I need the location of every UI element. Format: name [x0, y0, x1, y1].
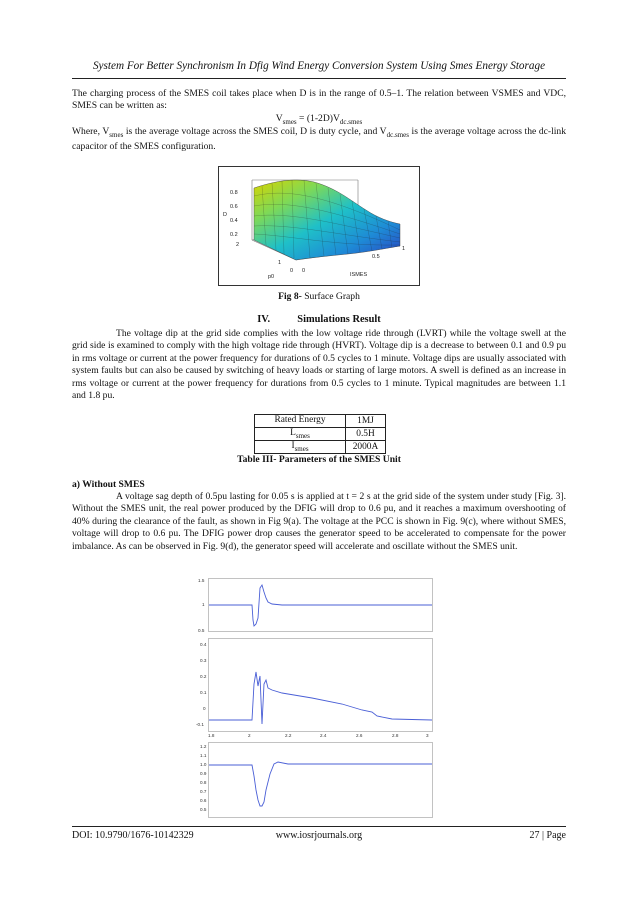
p2-ytick: 0.1: [200, 690, 207, 695]
header-rule: [72, 78, 566, 79]
p3-ytick: 0.9: [200, 771, 207, 776]
p2-xtick: 2: [248, 733, 251, 738]
table-cell-value: 0.5H: [346, 427, 386, 440]
table-cell-label: Rated Energy: [255, 415, 346, 428]
p2-ytick: 0.2: [200, 674, 207, 679]
running-header: System For Better Synchronism In Dfig Wind Energy Conversion System Using Smes Energy Storage: [92, 60, 546, 72]
p2-xtick: 2.8: [392, 733, 399, 738]
right-tick-0: 0.5: [372, 254, 380, 260]
p1-ytick: 1: [202, 602, 205, 607]
mid-tick: 0: [302, 268, 306, 274]
surface-plot-svg: [218, 166, 420, 286]
footer-page: 27 | Page: [529, 830, 566, 841]
intro-paragraph-2: Where, $V_{smes}$ is the average voltage across the SMES coil, D is duty cycle, and $V_{dc.smes}$ is the average voltage across the dc-link capacitor of the SMES configuration.: [72, 126, 566, 153]
axis-label-ismes: ISMES: [350, 272, 368, 278]
parameters-table: [254, 414, 386, 454]
fig9-plots-svg: [192, 576, 436, 822]
z-tick-0: 0.8: [230, 190, 238, 196]
p3-ytick: 1.1: [200, 753, 207, 758]
p3-ytick: 1.0: [200, 762, 207, 767]
section-heading: [72, 314, 566, 325]
p3-ytick: 0.7: [200, 789, 207, 794]
intro-paragraph-1: The charging process of the SMES coil takes place when D is in the range of 0.5–1. The relation between VSMES and VDC, SMES can be written as:: [72, 88, 566, 112]
z-tick-2: 0.4: [230, 218, 238, 224]
left-tick-1: 0: [290, 268, 294, 274]
right-tick-1: 1: [402, 246, 406, 252]
z-tick-1: 0.6: [230, 204, 238, 210]
fig9-plots: [192, 576, 436, 822]
p2-xtick: 1.8: [208, 733, 215, 738]
plot-2: [196, 639, 433, 739]
p3-ytick: 0.6: [200, 798, 207, 803]
p2-ytick: 0: [203, 706, 206, 711]
table-cell-value: 1MJ: [346, 415, 386, 428]
footer-rule: [72, 826, 566, 827]
table-cell-label: $I_{smes}$: [255, 440, 346, 453]
p2-xtick: 2.4: [320, 733, 327, 738]
p2-xtick: 3: [426, 733, 429, 738]
section-title: Simulations Result: [297, 314, 381, 325]
p3-ytick: 0.5: [200, 807, 207, 812]
table-cell-value: 2000A: [346, 440, 386, 453]
z-tick-4: 2: [236, 242, 240, 248]
p3-ytick: 1.2: [200, 744, 207, 749]
plot-1: [198, 578, 433, 633]
p3-ytick: 0.8: [200, 780, 207, 785]
left-tick-0: 1: [278, 260, 282, 266]
table-row: [255, 440, 386, 453]
p2-ytick: 0.3: [200, 658, 207, 663]
equation-vsmes: $V_{smes} = (1-2D)V_{dc.smes}$: [275, 113, 363, 126]
section4-paragraph: The voltage dip at the grid side complies with the low voltage ride through (LVRT) while the voltage swell at the grid side is examined to comply with the high voltage ride through (HVRT). Voltage dip is a decrease to between 0.1 and 0.9 pu in rms voltage or current at the power frequency for durations of 0.5 cycles to 1 minute. Voltage dips are usually associated with system faults but can also be caused by switching of heavy loads or starting of large motors. A swell is defined as an increase in rms voltage or current at the power frequency for durations from 0.5 cycles to 1 minute. Typical magnitudes are between 1.1 and 1.8 pu.: [72, 328, 566, 402]
subsection-paragraph: A voltage sag depth of 0.5pu lasting for 0.05 s is applied at t = 2 s at the grid side of the system under study [Fig. 3]. Without the SMES unit, the real power produced by the DFIG will drop to 0.6 pu, and it reaches a maximum overshooting of 40% during the clearance of the fault, as shown in Fig 9(a). The voltage at the PCC is shown in Fig. 9(c), where without SMES, voltage will drop to 0.6 pu. The DFIG power drop causes the generator speed to be accelerated to compensate for the power imbalance. As can be observed in Fig. 9(d), the generator speed will accelerate and oscillate without the SMES unit.: [72, 491, 566, 552]
p2-ytick: 0.4: [200, 642, 207, 647]
p2-xtick: 2.6: [356, 733, 363, 738]
plot-3: [200, 743, 433, 818]
axis-label-p0: p0: [268, 274, 275, 280]
footer-doi: DOI: 10.9790/1676-10142329: [72, 830, 194, 841]
z-tick-3: 0.2: [230, 232, 238, 238]
fig8-caption: Fig 8- Surface Graph: [278, 291, 360, 302]
fig8-surface-graph: [218, 166, 420, 286]
p1-ytick: 1.5: [198, 578, 205, 583]
table-row: [255, 427, 386, 440]
table-cell-label: $L_{smes}$: [255, 427, 346, 440]
section-number: IV.: [257, 314, 271, 325]
subsection-heading: a) Without SMES: [72, 479, 145, 490]
table-row: [255, 415, 386, 428]
p1-ytick: 0.5: [198, 628, 205, 633]
table3-caption: Table III- Parameters of the SMES Unit: [237, 454, 401, 465]
p2-ytick: -0.1: [196, 722, 204, 727]
footer-site: www.iosrjournals.org: [275, 830, 363, 841]
z-axis-label: D: [223, 212, 227, 218]
p2-xtick: 2.2: [285, 733, 292, 738]
page-number: 27: [529, 830, 540, 841]
